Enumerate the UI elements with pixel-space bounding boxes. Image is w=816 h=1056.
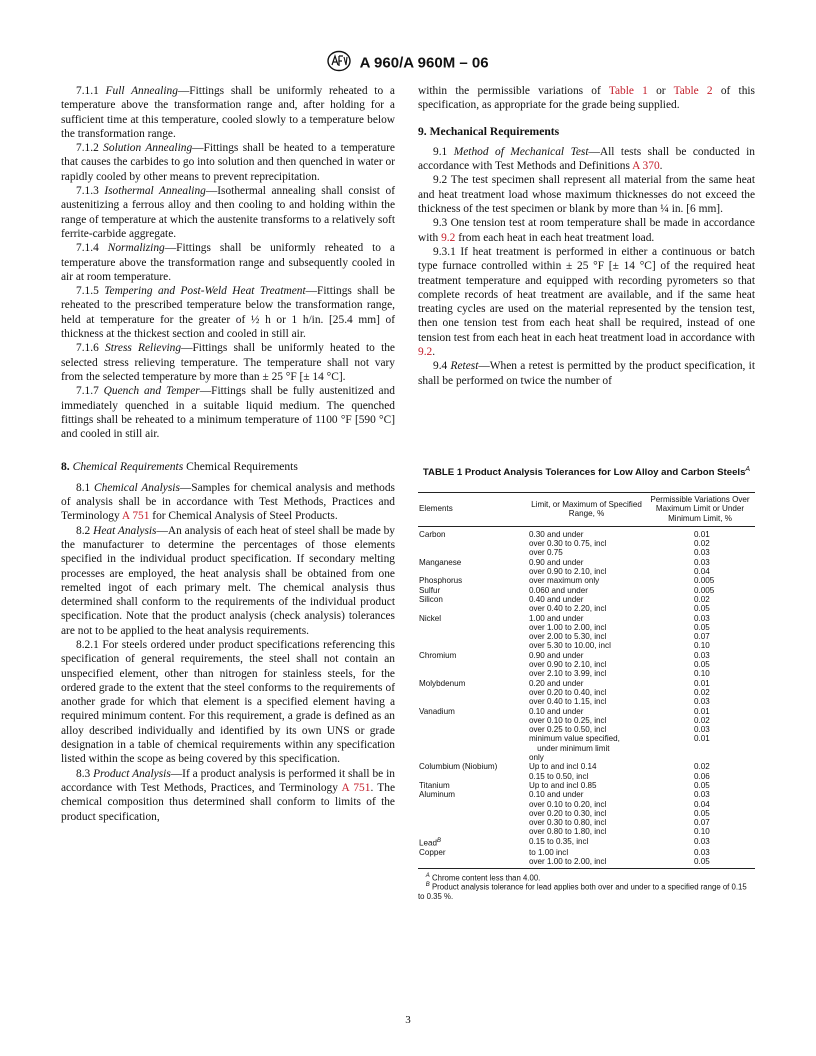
table-cell-variation: 0.03 <box>694 557 710 567</box>
table-row <box>418 827 755 836</box>
table-cell-variation: 0.10 <box>694 641 710 651</box>
table-row <box>418 586 755 595</box>
table-header-limit: Limit, or Maximum of Specified Range, % <box>528 493 645 527</box>
link-table-1[interactable]: Table 1 <box>608 85 648 97</box>
page-header <box>0 50 816 76</box>
table-row <box>418 539 755 548</box>
table-cell-limit: over 0.75 <box>529 548 563 558</box>
table-cell-element <box>418 632 528 641</box>
table-cell-limit: over 0.90 to 2.10, incl <box>529 660 607 670</box>
table-cell-element <box>418 800 528 809</box>
table-cell-limit: over 0.30 to 0.75, incl <box>529 539 607 549</box>
paragraph-8-2-1: 8.2.1 For steels ordered under product specifications referencing this specification of general requirements, the steel shall not contain an unspecified element, other than nitrogen for stainless steels, for the ordered grade to the extent that the steel conforms to the requirements of another grade for which that element is a specified element having a required minimum content. For this requirement, a grade is defined as an alloy described individually and identified by its own UNS or grade designation in a table of chemical requirements within any specification listed within the scope as being covered by this specification. <box>61 638 395 766</box>
table-cell-element <box>418 669 528 678</box>
table-cell-limit: over 5.30 to 10.00, incl <box>529 641 611 651</box>
table-1-title: TABLE 1 Product Analysis Tolerances for Low Alloy and Carbon Steels$^A$ <box>422 466 751 479</box>
table-cell-element <box>418 734 528 743</box>
table-cell-limit: 0.15 to 0.35, incl <box>529 836 589 846</box>
table-row <box>418 744 755 753</box>
section-9-heading: 9. Mechanical Requirements <box>418 124 560 138</box>
table-cell-variation: 0.04 <box>694 567 710 577</box>
table-cell-variation <box>645 753 755 762</box>
table-row <box>418 595 755 604</box>
table-cell-variation: 0.10 <box>694 827 710 837</box>
table-cell-variation: 0.02 <box>694 715 710 725</box>
paragraph-8-3: 8.3 Product Analysis—If a product analysis is performed it shall be in accordance with Test Methods, Practices, and Terminology A 751. The chemical composition thus determined shall conform to limits of the product specification, <box>61 767 396 823</box>
left-column <box>61 84 395 824</box>
table-cell-limit: 0.40 and under <box>529 594 584 604</box>
table-cell-element: Sulfur <box>419 585 441 595</box>
table-cell-limit: 0.060 and under <box>529 585 588 595</box>
table-row <box>418 632 755 641</box>
table-cell-limit: over 2.00 to 5.30, incl <box>529 632 607 642</box>
paragraph-7-1-2: 7.1.2 Solution Annealing—Fittings shall be heated to a temperature that causes the carbides to go into solution and then quenched in water or rapidly cooled by other means to prevent reprecipitation. <box>61 142 395 183</box>
table-cell-limit: over 1.00 to 2.00, incl <box>528 857 645 869</box>
table-header-variations: Permissible Variations Over Maximum Limit or Under Minimum Limit, % <box>645 493 755 527</box>
table-cell-limit: over 0.90 to 2.10, incl <box>529 567 607 577</box>
table-cell-element: Phosphorus <box>419 576 463 586</box>
table-cell-limit: 0.90 and under <box>529 557 584 567</box>
table-cell-limit: over 0.20 to 0.30, incl <box>529 808 607 818</box>
table-cell-limit: 0.10 and under <box>529 790 584 800</box>
paragraph-9-1: 9.1 Method of Mechanical Test—All tests shall be conducted in accordance with Test Methods and Definitions A 370. <box>418 145 755 173</box>
paragraph-7-1-3: 7.1.3 Isothermal Annealing—Isothermal annealing shall consist of austenitizing a ferrous alloy and then cooling to and holding within the range of temperature at which the austenite transforms to a relatively soft ferrite-carbide aggregate. <box>61 185 395 240</box>
table-cell-element <box>418 716 528 725</box>
table-cell-element: Molybdenum <box>419 678 466 688</box>
link-9-2[interactable]: 9.2 <box>441 231 456 244</box>
table-cell-limit: over maximum only <box>529 576 600 586</box>
right-column <box>418 84 755 388</box>
table-row <box>418 660 755 669</box>
table-cell-variation: 0.02 <box>694 762 710 772</box>
table-cell-variation: 0.03 <box>694 613 710 623</box>
table-row <box>418 734 755 743</box>
table-cell-variation: 0.06 <box>694 771 710 781</box>
table-cell-limit: 0.90 and under <box>529 650 584 660</box>
table-row <box>418 679 755 688</box>
paragraph-9-3-1: 9.3.1 If heat treatment is performed in either a continuous or batch type furnace controlled within ± 25 °F [± 14 °C] of the required heat treatment temperature and equipped with recording pyrometers so that complete records of heat treatment are available, and if the same heat treating cycles are used on the material represented by the tension test, then one tension test from each heat shall be required, instead of one tension test from each heat in each heat treatment load in accordance with 9.2. <box>418 245 755 359</box>
table-cell-limit: over 0.40 to 2.20, incl <box>529 604 607 614</box>
table-cell-variation: 0.03 <box>694 836 710 846</box>
table-cell-element: Nickel <box>419 613 442 623</box>
table-cell-variation: 0.05 <box>694 660 710 670</box>
link-a370[interactable]: A 370 <box>632 160 660 173</box>
table-cell-variation: 0.03 <box>694 847 710 857</box>
table-footnote-a: $^A$ Chrome content less than 4.00. <box>425 873 541 883</box>
table-row <box>418 762 755 771</box>
paragraph-8-1: 8.1 Chemical Analysis—Samples for chemical analysis and methods of analysis shall be in accordance with Test Methods, Practices and Terminology A 751 for Chemical Analysis of Steel Products. <box>61 481 395 523</box>
table-cell-element: Chromium <box>419 650 457 660</box>
table-row <box>418 809 755 818</box>
table-row <box>418 837 755 848</box>
table-row <box>418 614 755 623</box>
table-cell-element: Aluminum <box>419 790 455 800</box>
table-cell-element <box>418 539 528 548</box>
table-cell-limit: 1.00 and under <box>529 613 584 623</box>
paragraph-7-1-1: 7.1.1 Full Annealing—Fittings shall be uniformly reheated to a temperature above the transformation range and, after holding for a sufficient time at this temperature, cooled slowly to a temperature below the transformation range. <box>61 85 395 140</box>
table-cell-element <box>418 697 528 706</box>
table-cell-variation: 0.03 <box>694 650 710 660</box>
table-row <box>418 707 755 716</box>
product-analysis-table <box>418 492 755 869</box>
paragraph-8-2: 8.2 Heat Analysis—An analysis of each heat of steel shall be made by the manufacturer to determine the percentages of those elements specified in the individual product specification. If secondary melting processes are employed, the heat analysis shall be obtained from one remelted ingot of each primary melt. The chemical analysis thus determined shall conform to the requirements of the individual product specification. Note that the product analysis (check analysis) tolerances are not to be applied to the heat analysis requirements. <box>61 524 395 637</box>
paragraph-9-4: 9.4 Retest—When a retest is permitted by the product specification, it shall be performed on twice the number of <box>418 360 755 387</box>
table-cell-element: Silicon <box>419 594 443 604</box>
table-cell-element: Vanadium <box>419 706 455 716</box>
table-row <box>418 848 755 857</box>
table-row <box>418 772 755 781</box>
table-row <box>418 716 755 725</box>
table-cell-element <box>418 827 528 836</box>
table-header-elements: Elements <box>418 493 528 527</box>
table-cell-element: Manganese <box>419 557 462 567</box>
table-cell-element <box>418 604 528 613</box>
table-cell-variation: 0.01 <box>694 734 710 744</box>
lead-footnote-mark: B <box>437 837 442 844</box>
paragraph-7-1-4: 7.1.4 Normalizing—Fittings shall be uniformly reheated to a temperature above the transformation range and subsequently cooled in air at room temperature. <box>61 242 395 283</box>
table-cell-variation: 0.03 <box>694 790 710 800</box>
table-row <box>418 567 755 576</box>
table-cell-variation: 0.01 <box>694 706 710 716</box>
table-cell-limit: over 1.00 to 2.00, incl <box>529 622 607 632</box>
link-table-2[interactable]: Table 2 <box>673 85 713 97</box>
table-cell-element <box>418 641 528 650</box>
table-cell-element <box>418 753 528 762</box>
table-cell-element: Titanium <box>419 780 450 790</box>
table-cell-variation: 0.05 <box>694 622 710 632</box>
table-cell-element <box>418 857 528 869</box>
table-cell-variation: 0.05 <box>645 857 755 869</box>
table-row <box>418 688 755 697</box>
table-cell-limit: over 0.10 to 0.25, incl <box>529 715 607 725</box>
table-cell-variation: 0.02 <box>694 594 710 604</box>
table-cell-variation: 0.07 <box>694 632 710 642</box>
table-row <box>418 669 755 678</box>
table-cell-variation: 0.03 <box>694 548 710 558</box>
paragraph-7-1-5: 7.1.5 Tempering and Post-Weld Heat Treatment—Fittings shall be reheated to the prescribed temperature below the transformation range, held at temperature for the greater of ½ h or 1 h/in. [25.4 mm] of thickness at the thickest section and cooled in still air. <box>61 285 395 341</box>
table-cell-limit: over 0.40 to 1.15, incl <box>529 697 607 707</box>
table-row <box>418 753 755 762</box>
table-cell-limit: 0.10 and under <box>529 706 584 716</box>
table-header-row <box>418 493 755 527</box>
table-cell-limit: 0.20 and under <box>529 678 584 688</box>
astm-logo-icon <box>327 50 351 76</box>
table-cell-element <box>418 725 528 734</box>
table-cell-limit: 0.15 to 0.50, incl <box>529 771 589 781</box>
table-cell-limit: over 0.10 to 0.20, incl <box>529 799 607 809</box>
table-cell-element <box>418 623 528 632</box>
table-cell-element <box>418 772 528 781</box>
link-a751[interactable]: A 751 <box>341 781 371 794</box>
table-cell-variation: 0.05 <box>694 808 710 818</box>
table-cell-variation: 0.10 <box>694 669 710 679</box>
table-cell-variation: 0.03 <box>694 725 710 735</box>
table-cell-variation: 0.01 <box>694 678 710 688</box>
table-cell-element <box>418 660 528 669</box>
table-row <box>418 526 755 539</box>
table-cell-element <box>418 809 528 818</box>
table-cell-limit: only <box>529 753 544 763</box>
page-number: 3 <box>405 1014 411 1026</box>
table-cell-limit: Up to and incl 0.14 <box>529 762 597 772</box>
table-cell-element: Copper <box>419 847 446 857</box>
table-row <box>418 651 755 660</box>
table-cell-variation: 0.02 <box>694 539 710 549</box>
table-row <box>418 790 755 799</box>
paragraph-9-2: 9.2 The test specimen shall represent all material from the same heat and heat treatment load whose maximum thicknesses do not exceed the thickness of the test specimen or blank by more than ¼ in. [6 mm]. <box>418 174 755 216</box>
table-cell-limit: over 0.80 to 1.80, incl <box>529 827 607 837</box>
table-cell-limit: Up to and incl 0.85 <box>529 780 597 790</box>
table-row <box>418 548 755 557</box>
table-cell-limit: over 0.20 to 0.40, incl <box>529 687 607 697</box>
link-a751[interactable]: A 751 <box>121 510 150 523</box>
table-cell-element <box>418 548 528 557</box>
table-cell-element <box>418 688 528 697</box>
table-row <box>418 558 755 567</box>
table-cell-limit: 0.30 and under <box>529 529 584 539</box>
table-cell-limit: to 1.00 incl <box>529 847 569 857</box>
table-row <box>418 725 755 734</box>
paragraph-8-3-continued: within the permissible variations of Table 1 or Table 2 of this specification, as appropriate for the grade being supplied. <box>418 85 755 112</box>
table-cell-element: Lead$^B$ <box>419 837 442 848</box>
table-row <box>418 623 755 632</box>
table-row <box>418 818 755 827</box>
table-cell-element <box>418 744 528 753</box>
table-cell-variation <box>645 744 755 753</box>
table-cell-limit: minimum value specified, <box>529 734 620 744</box>
table-row <box>418 641 755 650</box>
section-8-heading: 8. Chemical Requirements Chemical Requirements <box>61 460 298 474</box>
document-title: A 960/A 960M – 06 <box>359 54 489 72</box>
table-cell-limit: over 0.30 to 0.80, incl <box>529 818 607 828</box>
table-row <box>418 604 755 613</box>
table-cell-variation: 0.02 <box>694 687 710 697</box>
table-row <box>418 697 755 706</box>
link-9-2[interactable]: 9.2 <box>418 346 433 359</box>
table-cell-element <box>418 567 528 576</box>
table-cell-element: Columbium (Niobium) <box>419 762 498 772</box>
table-cell-element: Carbon <box>419 529 446 539</box>
table-cell-variation: 0.005 <box>694 576 715 586</box>
table-cell-variation: 0.005 <box>694 585 715 595</box>
table-row <box>418 576 755 585</box>
table-cell-variation: 0.04 <box>694 799 710 809</box>
table-cell-limit: under minimum limit <box>529 743 610 753</box>
paragraph-9-3: 9.3 One tension test at room temperature shall be made in accordance with 9.2 from each heat in each heat treatment load. <box>418 217 755 244</box>
paragraph-7-1-6: 7.1.6 Stress Relieving—Fittings shall be uniformly heated to the selected stress relieving temperature. The temperature shall not vary from the selected temperature by more than ± 25 °F [± 14 °C]. <box>61 342 395 383</box>
table-cell-variation: 0.05 <box>694 780 710 790</box>
table-footnote-b: $^B$ Product analysis tolerance for lead applies both over and under to a specified range of 0.15 to 0.35 %. <box>418 882 747 902</box>
table-cell-variation: 0.05 <box>694 604 710 614</box>
table-cell-variation: 0.01 <box>694 529 710 539</box>
table-cell-limit: over 2.10 to 3.99, incl <box>529 669 607 679</box>
table-row <box>418 857 755 869</box>
table-cell-variation: 0.03 <box>694 697 710 707</box>
table-row <box>418 800 755 809</box>
table-cell-variation: 0.07 <box>694 818 710 828</box>
table-body <box>418 526 755 868</box>
paragraph-7-1-7: 7.1.7 Quench and Temper—Fittings shall be fully austenitized and immediately quenched in a suitable liquid medium. The quenched fittings shall be reheated to a minimum temperature of 1100 °F [590 °C] and cooled in still air. <box>61 385 395 441</box>
table-cell-element <box>418 818 528 827</box>
table-row <box>418 781 755 790</box>
table-cell-limit: over 0.25 to 0.50, incl <box>529 725 607 735</box>
